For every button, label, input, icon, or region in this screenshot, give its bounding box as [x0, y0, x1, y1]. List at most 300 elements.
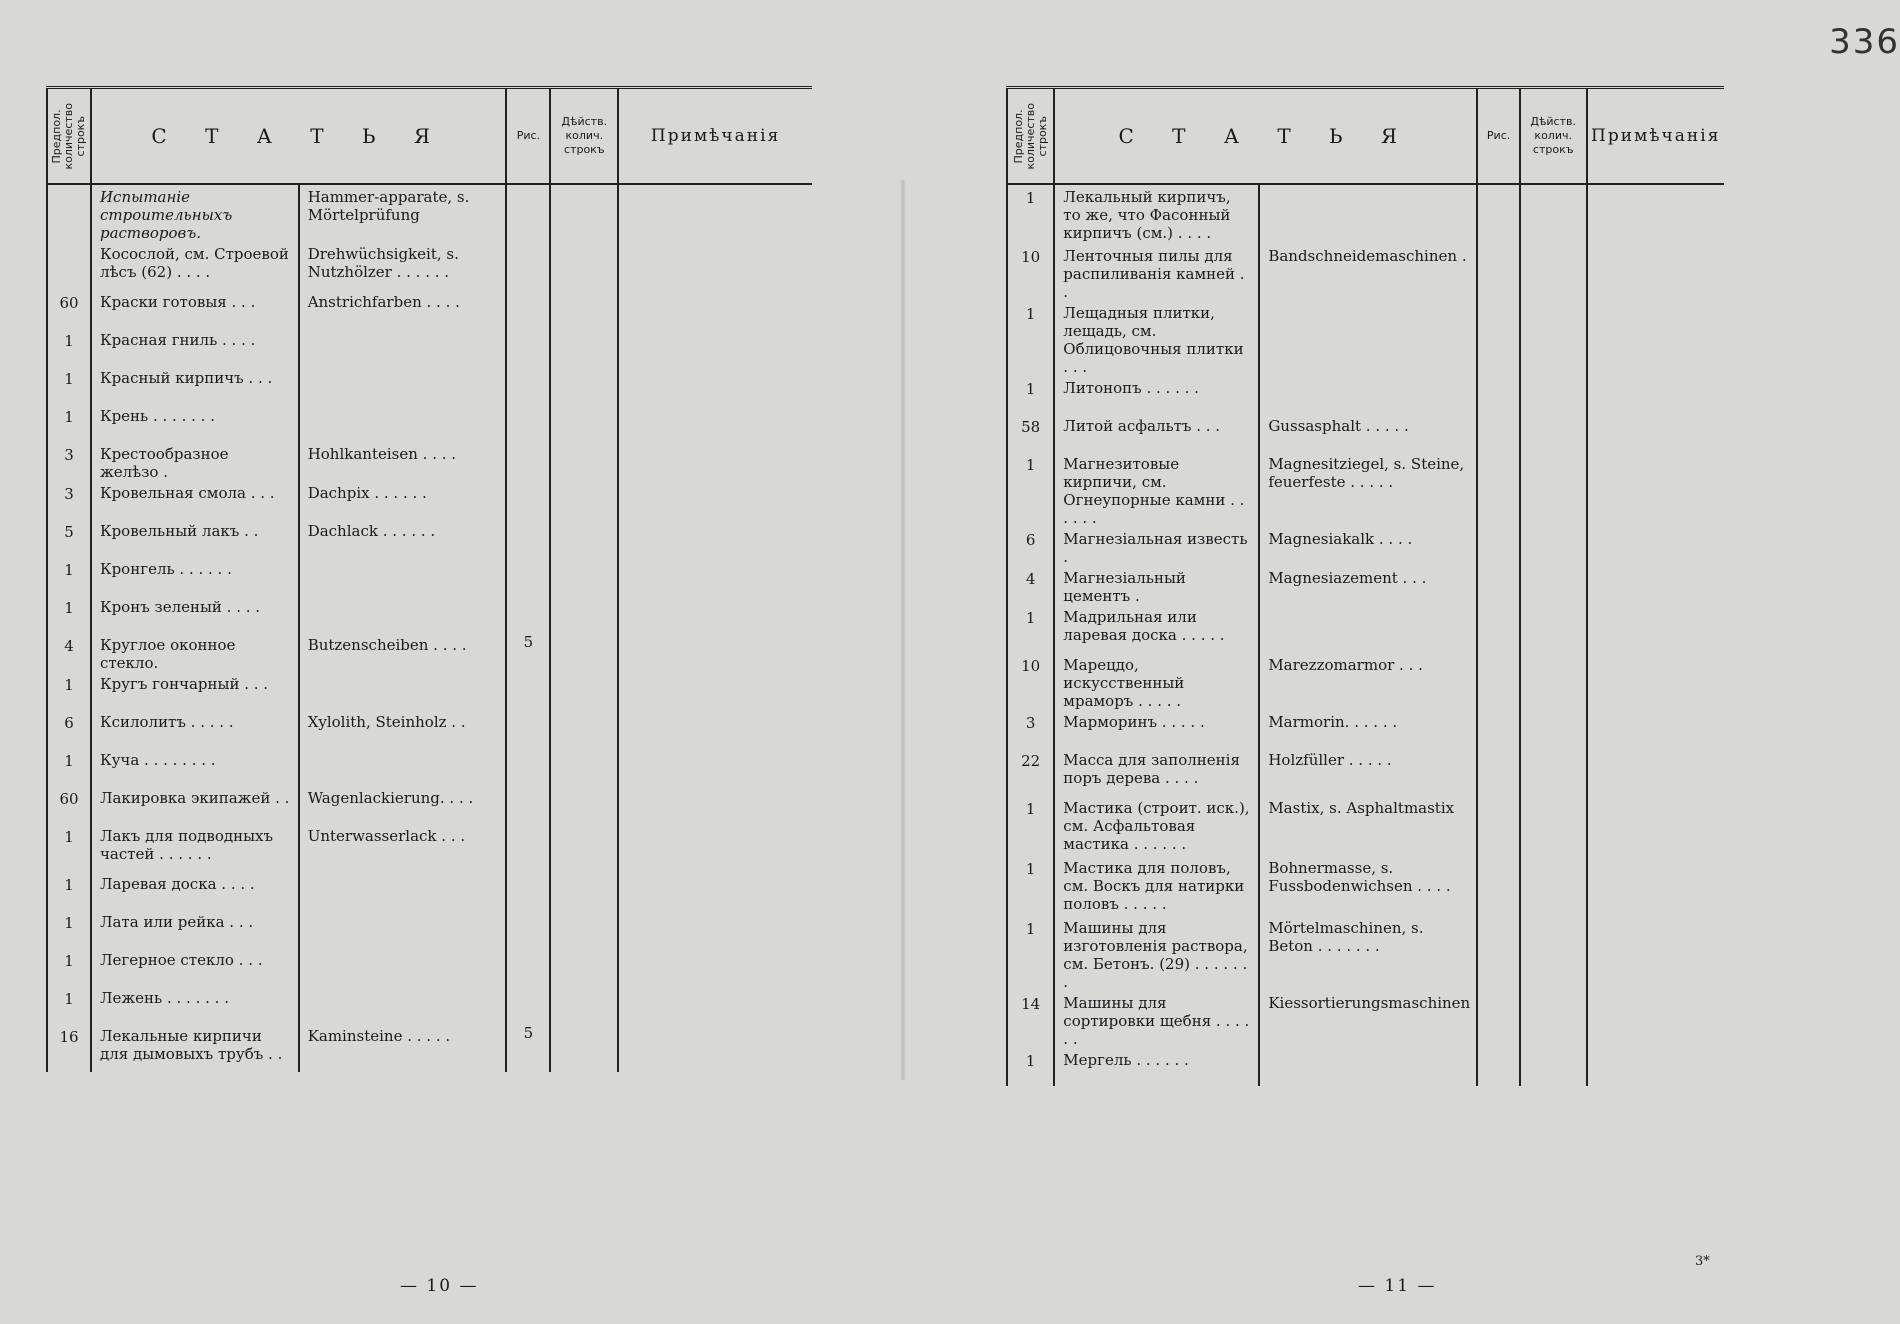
row-line-count: 1	[1007, 376, 1054, 414]
table-row	[47, 481, 812, 519]
row-line-count: 1	[47, 872, 91, 910]
row-line-count	[47, 242, 91, 290]
row-line-count: 58	[1007, 414, 1054, 452]
row-notes	[1587, 301, 1725, 376]
row-line-count	[47, 184, 91, 242]
row-german-term: Bandschneidemaschinen .	[1259, 244, 1477, 301]
col-notes-header	[1587, 88, 1725, 185]
col-lines-header	[47, 88, 91, 185]
row-line-count: 1	[47, 557, 91, 595]
table-row	[47, 1024, 812, 1072]
row-russian-term: Литой асфальтъ . . .	[1054, 414, 1259, 452]
row-notes	[1587, 244, 1725, 301]
right-ledger-table	[1006, 86, 1724, 1086]
row-figure-number	[1477, 301, 1520, 376]
row-russian-term: Магнезіальная известь .	[1054, 527, 1259, 566]
row-russian-term: Машины для изготовленія раствора, см. Бетонъ. (29) . . . . . . .	[1054, 916, 1259, 991]
col-actual-header	[1520, 88, 1587, 185]
row-line-count: 10	[1007, 653, 1054, 710]
row-notes	[618, 1024, 812, 1072]
book-gutter	[900, 180, 906, 1080]
row-actual-count	[550, 986, 618, 1024]
row-figure-number	[1477, 653, 1520, 710]
table-row	[47, 986, 812, 1024]
row-figure-number	[506, 948, 550, 986]
row-actual-count	[1520, 796, 1587, 856]
row-actual-count	[550, 404, 618, 442]
row-russian-term: Магнезитовые кирпичи, см. Огнеупорные камни . . . . . .	[1054, 452, 1259, 527]
row-russian-term: Марецдо, искусственный мраморъ . . . . .	[1054, 653, 1259, 710]
row-russian-term: Легерное стекло . . .	[91, 948, 299, 986]
row-figure-number	[506, 242, 550, 290]
table-row	[47, 557, 812, 595]
row-german-term	[1259, 301, 1477, 376]
col-actual-header	[550, 88, 618, 185]
row-russian-term: Лежень . . . . . . .	[91, 986, 299, 1024]
row-notes	[1587, 527, 1725, 566]
row-notes	[1587, 796, 1725, 856]
table-row	[1007, 452, 1724, 527]
row-notes	[618, 748, 812, 786]
row-line-count: 1	[47, 366, 91, 404]
table-row	[1007, 796, 1724, 856]
row-notes	[618, 442, 812, 481]
row-actual-count	[550, 242, 618, 290]
row-russian-term: Мергель . . . . . .	[1054, 1048, 1259, 1086]
row-notes	[1587, 991, 1725, 1048]
row-notes	[618, 404, 812, 442]
row-actual-count	[1520, 710, 1587, 748]
row-german-term: Marezzomarmor . . .	[1259, 653, 1477, 710]
row-russian-term: Кровельный лакъ . .	[91, 519, 299, 557]
row-german-term: Drehwüchsigkeit, s. Nutzhölzer . . . . . .	[299, 242, 507, 290]
row-figure-number: 5	[506, 1024, 550, 1072]
row-figure-number: 5	[506, 633, 550, 672]
left-table-wrap	[46, 86, 812, 1072]
col-notes-header	[618, 88, 812, 185]
row-line-count: 1	[47, 404, 91, 442]
row-german-term: Gussasphalt . . . . .	[1259, 414, 1477, 452]
row-actual-count	[550, 366, 618, 404]
row-figure-number	[1477, 710, 1520, 748]
row-line-count: 1	[1007, 856, 1054, 916]
row-actual-count	[550, 872, 618, 910]
col-actual-label: Дѣйств. колич. строкъ	[1530, 115, 1576, 156]
row-notes	[1587, 710, 1725, 748]
row-german-term	[299, 672, 507, 710]
table-row	[47, 184, 812, 242]
table-row	[47, 948, 812, 986]
row-actual-count	[1520, 653, 1587, 710]
table-row	[47, 672, 812, 710]
row-figure-number	[1477, 916, 1520, 991]
row-german-term: Bohnermasse, s. Fussbodenwichsen . . . .	[1259, 856, 1477, 916]
row-russian-term: Машины для сортировки щебня . . . . . .	[1054, 991, 1259, 1048]
row-german-term	[299, 366, 507, 404]
row-figure-number	[1477, 796, 1520, 856]
row-actual-count	[1520, 527, 1587, 566]
row-figure-number	[506, 910, 550, 948]
archive-page-number: 336	[1829, 22, 1900, 62]
row-russian-term: Лата или рейка . . .	[91, 910, 299, 948]
row-russian-term: Лещадныя плитки, лещадь, см. Облицовочныя плитки . . .	[1054, 301, 1259, 376]
col-lines-header	[1007, 88, 1054, 185]
row-figure-number	[506, 366, 550, 404]
row-figure-number	[506, 519, 550, 557]
row-notes	[618, 519, 812, 557]
row-line-count: 1	[47, 328, 91, 366]
row-german-term	[299, 748, 507, 786]
table-row	[1007, 244, 1724, 301]
row-russian-term: Кронгель . . . . . .	[91, 557, 299, 595]
row-russian-term: Круглое оконное стекло.	[91, 633, 299, 672]
row-german-term: Hohlkanteisen . . . .	[299, 442, 507, 481]
col-article-header	[1054, 88, 1477, 185]
row-actual-count	[1520, 244, 1587, 301]
table-row	[47, 242, 812, 290]
row-actual-count	[1520, 452, 1587, 527]
row-notes	[618, 290, 812, 328]
row-line-count: 10	[1007, 244, 1054, 301]
row-figure-number	[506, 824, 550, 872]
row-actual-count	[550, 748, 618, 786]
table-row	[47, 442, 812, 481]
row-russian-term: Марморинъ . . . . .	[1054, 710, 1259, 748]
row-actual-count	[1520, 566, 1587, 605]
row-russian-term: Мастика (строит. иск.), см. Асфальтовая мастика . . . . . .	[1054, 796, 1259, 856]
row-russian-term: Лекальные кирпичи для дымовыхъ трубъ . .	[91, 1024, 299, 1072]
row-notes	[618, 910, 812, 948]
row-german-term	[1259, 184, 1477, 244]
col-fig-header	[506, 88, 550, 185]
row-notes	[618, 948, 812, 986]
table-row	[1007, 301, 1724, 376]
row-actual-count	[550, 290, 618, 328]
row-russian-term: Магнезіальный цементъ .	[1054, 566, 1259, 605]
row-figure-number	[506, 328, 550, 366]
row-actual-count	[1520, 748, 1587, 796]
table-row	[47, 910, 812, 948]
row-russian-term: Ларевая доска . . . .	[91, 872, 299, 910]
row-german-term: Dachlack . . . . . .	[299, 519, 507, 557]
row-notes	[1587, 653, 1725, 710]
row-russian-term: Косослой, см. Строевой лѣсъ (62) . . . .	[91, 242, 299, 290]
col-article-label: С Т А Т Ь Я	[1118, 124, 1414, 148]
table-row	[1007, 376, 1724, 414]
row-russian-term: Кронъ зеленый . . . .	[91, 595, 299, 633]
table-row	[1007, 414, 1724, 452]
row-german-term: Holzfüller . . . . .	[1259, 748, 1477, 796]
row-line-count: 1	[1007, 452, 1054, 527]
row-actual-count	[550, 1024, 618, 1072]
row-line-count: 1	[1007, 184, 1054, 244]
table-row	[1007, 184, 1724, 244]
row-line-count: 3	[47, 481, 91, 519]
table-row	[1007, 527, 1724, 566]
row-figure-number	[506, 557, 550, 595]
row-notes	[1587, 566, 1725, 605]
row-russian-term: Мастика для половъ, см. Воскъ для натирки половъ . . . . .	[1054, 856, 1259, 916]
row-russian-term: Кровельная смола . . .	[91, 481, 299, 519]
row-figure-number	[1477, 184, 1520, 244]
row-line-count: 1	[47, 986, 91, 1024]
row-actual-count	[1520, 605, 1587, 653]
table-row	[47, 519, 812, 557]
table-row	[47, 328, 812, 366]
row-line-count: 1	[1007, 301, 1054, 376]
row-figure-number	[1477, 991, 1520, 1048]
row-russian-term: Лакъ для подводныхъ частей . . . . . .	[91, 824, 299, 872]
row-line-count: 1	[47, 595, 91, 633]
table-row	[1007, 605, 1724, 653]
row-notes	[618, 872, 812, 910]
row-line-count: 1	[47, 748, 91, 786]
row-german-term	[299, 910, 507, 948]
row-german-term: Marmorin. . . . . .	[1259, 710, 1477, 748]
row-actual-count	[1520, 301, 1587, 376]
row-actual-count	[550, 519, 618, 557]
table-row	[1007, 856, 1724, 916]
row-actual-count	[1520, 991, 1587, 1048]
col-article-header	[91, 88, 506, 185]
row-figure-number	[506, 442, 550, 481]
row-notes	[1587, 452, 1725, 527]
row-actual-count	[1520, 184, 1587, 244]
row-german-term: Wagenlackierung. . . .	[299, 786, 507, 824]
table-row	[1007, 566, 1724, 605]
row-line-count: 1	[47, 910, 91, 948]
left-header-row	[47, 88, 812, 185]
row-line-count: 60	[47, 290, 91, 328]
right-table-wrap	[1006, 86, 1724, 1086]
row-russian-term: Кругъ гончарный . . .	[91, 672, 299, 710]
row-notes	[618, 557, 812, 595]
row-line-count: 1	[47, 672, 91, 710]
row-actual-count	[550, 184, 618, 242]
table-row	[47, 633, 812, 672]
row-line-count: 4	[1007, 566, 1054, 605]
table-row	[1007, 916, 1724, 991]
row-german-term: Magnesiakalk . . . .	[1259, 527, 1477, 566]
row-figure-number	[1477, 748, 1520, 796]
row-line-count: 5	[47, 519, 91, 557]
row-figure-number	[506, 290, 550, 328]
row-german-term: Butzenscheiben . . . .	[299, 633, 507, 672]
row-line-count: 22	[1007, 748, 1054, 796]
row-notes	[618, 366, 812, 404]
col-fig-label: Рис.	[516, 129, 541, 142]
row-german-term: Unterwasserlack . . .	[299, 824, 507, 872]
row-notes	[618, 184, 812, 242]
table-row	[47, 786, 812, 824]
row-german-term: Dachpix . . . . . .	[299, 481, 507, 519]
row-german-term	[299, 595, 507, 633]
row-notes	[1587, 414, 1725, 452]
table-row	[1007, 748, 1724, 796]
row-german-term: Xylolith, Steinholz . .	[299, 710, 507, 748]
row-line-count: 16	[47, 1024, 91, 1072]
row-actual-count	[550, 633, 618, 672]
table-row	[47, 404, 812, 442]
row-figure-number	[1477, 566, 1520, 605]
row-german-term: Kiessortierungsmaschinen	[1259, 991, 1477, 1048]
row-actual-count	[550, 672, 618, 710]
row-line-count: 3	[47, 442, 91, 481]
row-line-count: 14	[1007, 991, 1054, 1048]
row-notes	[618, 710, 812, 748]
table-row	[47, 824, 812, 872]
row-line-count: 1	[1007, 796, 1054, 856]
right-page	[950, 0, 1900, 1324]
row-actual-count	[1520, 414, 1587, 452]
table-row	[47, 710, 812, 748]
row-russian-term: Лекальный кирпичъ, то же, что Фасонный кирпичъ (см.) . . . .	[1054, 184, 1259, 244]
row-actual-count	[550, 824, 618, 872]
row-line-count: 1	[1007, 1048, 1054, 1086]
row-german-term	[1259, 605, 1477, 653]
right-page-number: — 11 —	[1358, 1276, 1437, 1296]
row-russian-term: Литонопъ . . . . . .	[1054, 376, 1259, 414]
row-figure-number	[506, 986, 550, 1024]
table-row	[1007, 1048, 1724, 1086]
row-figure-number	[506, 184, 550, 242]
row-russian-term: Масса для заполненія поръ дерева . . . .	[1054, 748, 1259, 796]
table-row	[47, 748, 812, 786]
row-line-count: 1	[47, 824, 91, 872]
row-notes	[1587, 376, 1725, 414]
row-german-term	[299, 557, 507, 595]
col-lines-label: Предпол. количество строкъ	[1011, 102, 1049, 170]
row-notes	[1587, 748, 1725, 796]
row-figure-number	[506, 786, 550, 824]
left-ledger-table	[46, 86, 812, 1072]
col-actual-label: Дѣйств. колич. строкъ	[561, 115, 608, 156]
col-notes-label: Примѣчанія	[1591, 126, 1721, 146]
row-figure-number	[506, 481, 550, 519]
row-line-count: 60	[47, 786, 91, 824]
row-figure-number	[1477, 527, 1520, 566]
col-lines-label: Предпол. количество строкъ	[49, 102, 87, 170]
row-notes	[618, 633, 812, 672]
row-actual-count	[550, 442, 618, 481]
row-figure-number	[1477, 452, 1520, 527]
left-table-body	[47, 184, 812, 1072]
col-fig-label: Рис.	[1486, 129, 1511, 142]
row-line-count: 1	[1007, 916, 1054, 991]
left-page-number: — 10 —	[400, 1276, 479, 1296]
table-row	[1007, 710, 1724, 748]
row-russian-term: Лакировка экипажей . .	[91, 786, 299, 824]
row-line-count: 4	[47, 633, 91, 672]
row-actual-count	[1520, 856, 1587, 916]
row-german-term	[299, 872, 507, 910]
row-figure-number	[1477, 376, 1520, 414]
row-german-term	[1259, 1048, 1477, 1086]
row-actual-count	[550, 328, 618, 366]
row-notes	[618, 328, 812, 366]
row-german-term: Mörtelmaschinen, s. Beton . . . . . . .	[1259, 916, 1477, 991]
row-notes	[618, 595, 812, 633]
table-row	[47, 290, 812, 328]
row-german-term: Kaminsteine . . . . .	[299, 1024, 507, 1072]
row-line-count: 6	[1007, 527, 1054, 566]
row-notes	[618, 986, 812, 1024]
row-actual-count	[550, 481, 618, 519]
row-notes	[1587, 856, 1725, 916]
row-figure-number	[506, 672, 550, 710]
row-russian-term: Ленточныя пилы для распиливанія камней . .	[1054, 244, 1259, 301]
row-russian-term: Крестообразное желѣзо .	[91, 442, 299, 481]
right-header-row	[1007, 88, 1724, 185]
row-notes	[1587, 184, 1725, 244]
row-figure-number	[506, 710, 550, 748]
row-german-term	[299, 404, 507, 442]
row-actual-count	[550, 710, 618, 748]
col-notes-label: Примѣчанія	[650, 126, 781, 146]
row-actual-count	[550, 910, 618, 948]
row-figure-number	[506, 404, 550, 442]
row-line-count: 6	[47, 710, 91, 748]
row-line-count: 1	[1007, 605, 1054, 653]
row-notes	[618, 242, 812, 290]
row-russian-term: Ксилолитъ . . . . .	[91, 710, 299, 748]
row-notes	[1587, 1048, 1725, 1086]
table-row	[47, 595, 812, 633]
row-german-term	[1259, 376, 1477, 414]
row-notes	[618, 672, 812, 710]
row-german-term: Magnesiazement . . .	[1259, 566, 1477, 605]
row-figure-number	[1477, 605, 1520, 653]
row-notes	[1587, 916, 1725, 991]
row-notes	[618, 824, 812, 872]
row-german-term: Mastix, s. Asphaltmastix	[1259, 796, 1477, 856]
row-russian-term: Испытаніе строительныхъ растворовъ.	[91, 184, 299, 242]
table-row	[47, 366, 812, 404]
table-row	[1007, 653, 1724, 710]
row-figure-number	[1477, 1048, 1520, 1086]
signature-mark: 3*	[1695, 1254, 1710, 1269]
row-actual-count	[550, 557, 618, 595]
row-german-term	[299, 948, 507, 986]
row-line-count: 3	[1007, 710, 1054, 748]
row-russian-term: Куча . . . . . . . .	[91, 748, 299, 786]
row-russian-term: Крень . . . . . . .	[91, 404, 299, 442]
row-figure-number	[506, 872, 550, 910]
row-russian-term: Краски готовыя . . .	[91, 290, 299, 328]
row-notes	[618, 481, 812, 519]
row-figure-number	[1477, 856, 1520, 916]
row-actual-count	[550, 595, 618, 633]
row-notes	[618, 786, 812, 824]
row-notes	[1587, 605, 1725, 653]
row-actual-count	[550, 948, 618, 986]
row-actual-count	[1520, 1048, 1587, 1086]
col-fig-header	[1477, 88, 1520, 185]
row-russian-term: Красный кирпичъ . . .	[91, 366, 299, 404]
row-actual-count	[550, 786, 618, 824]
row-german-term: Anstrichfarben . . . .	[299, 290, 507, 328]
row-russian-term: Красная гниль . . . .	[91, 328, 299, 366]
row-german-term	[299, 986, 507, 1024]
right-table-body	[1007, 184, 1724, 1086]
table-row	[1007, 991, 1724, 1048]
row-german-term: Hammer-apparate, s. Mörtelprüfung	[299, 184, 507, 242]
row-actual-count	[1520, 376, 1587, 414]
table-row	[47, 872, 812, 910]
col-article-label: С Т А Т Ь Я	[151, 124, 446, 148]
row-actual-count	[1520, 916, 1587, 991]
row-figure-number	[1477, 414, 1520, 452]
